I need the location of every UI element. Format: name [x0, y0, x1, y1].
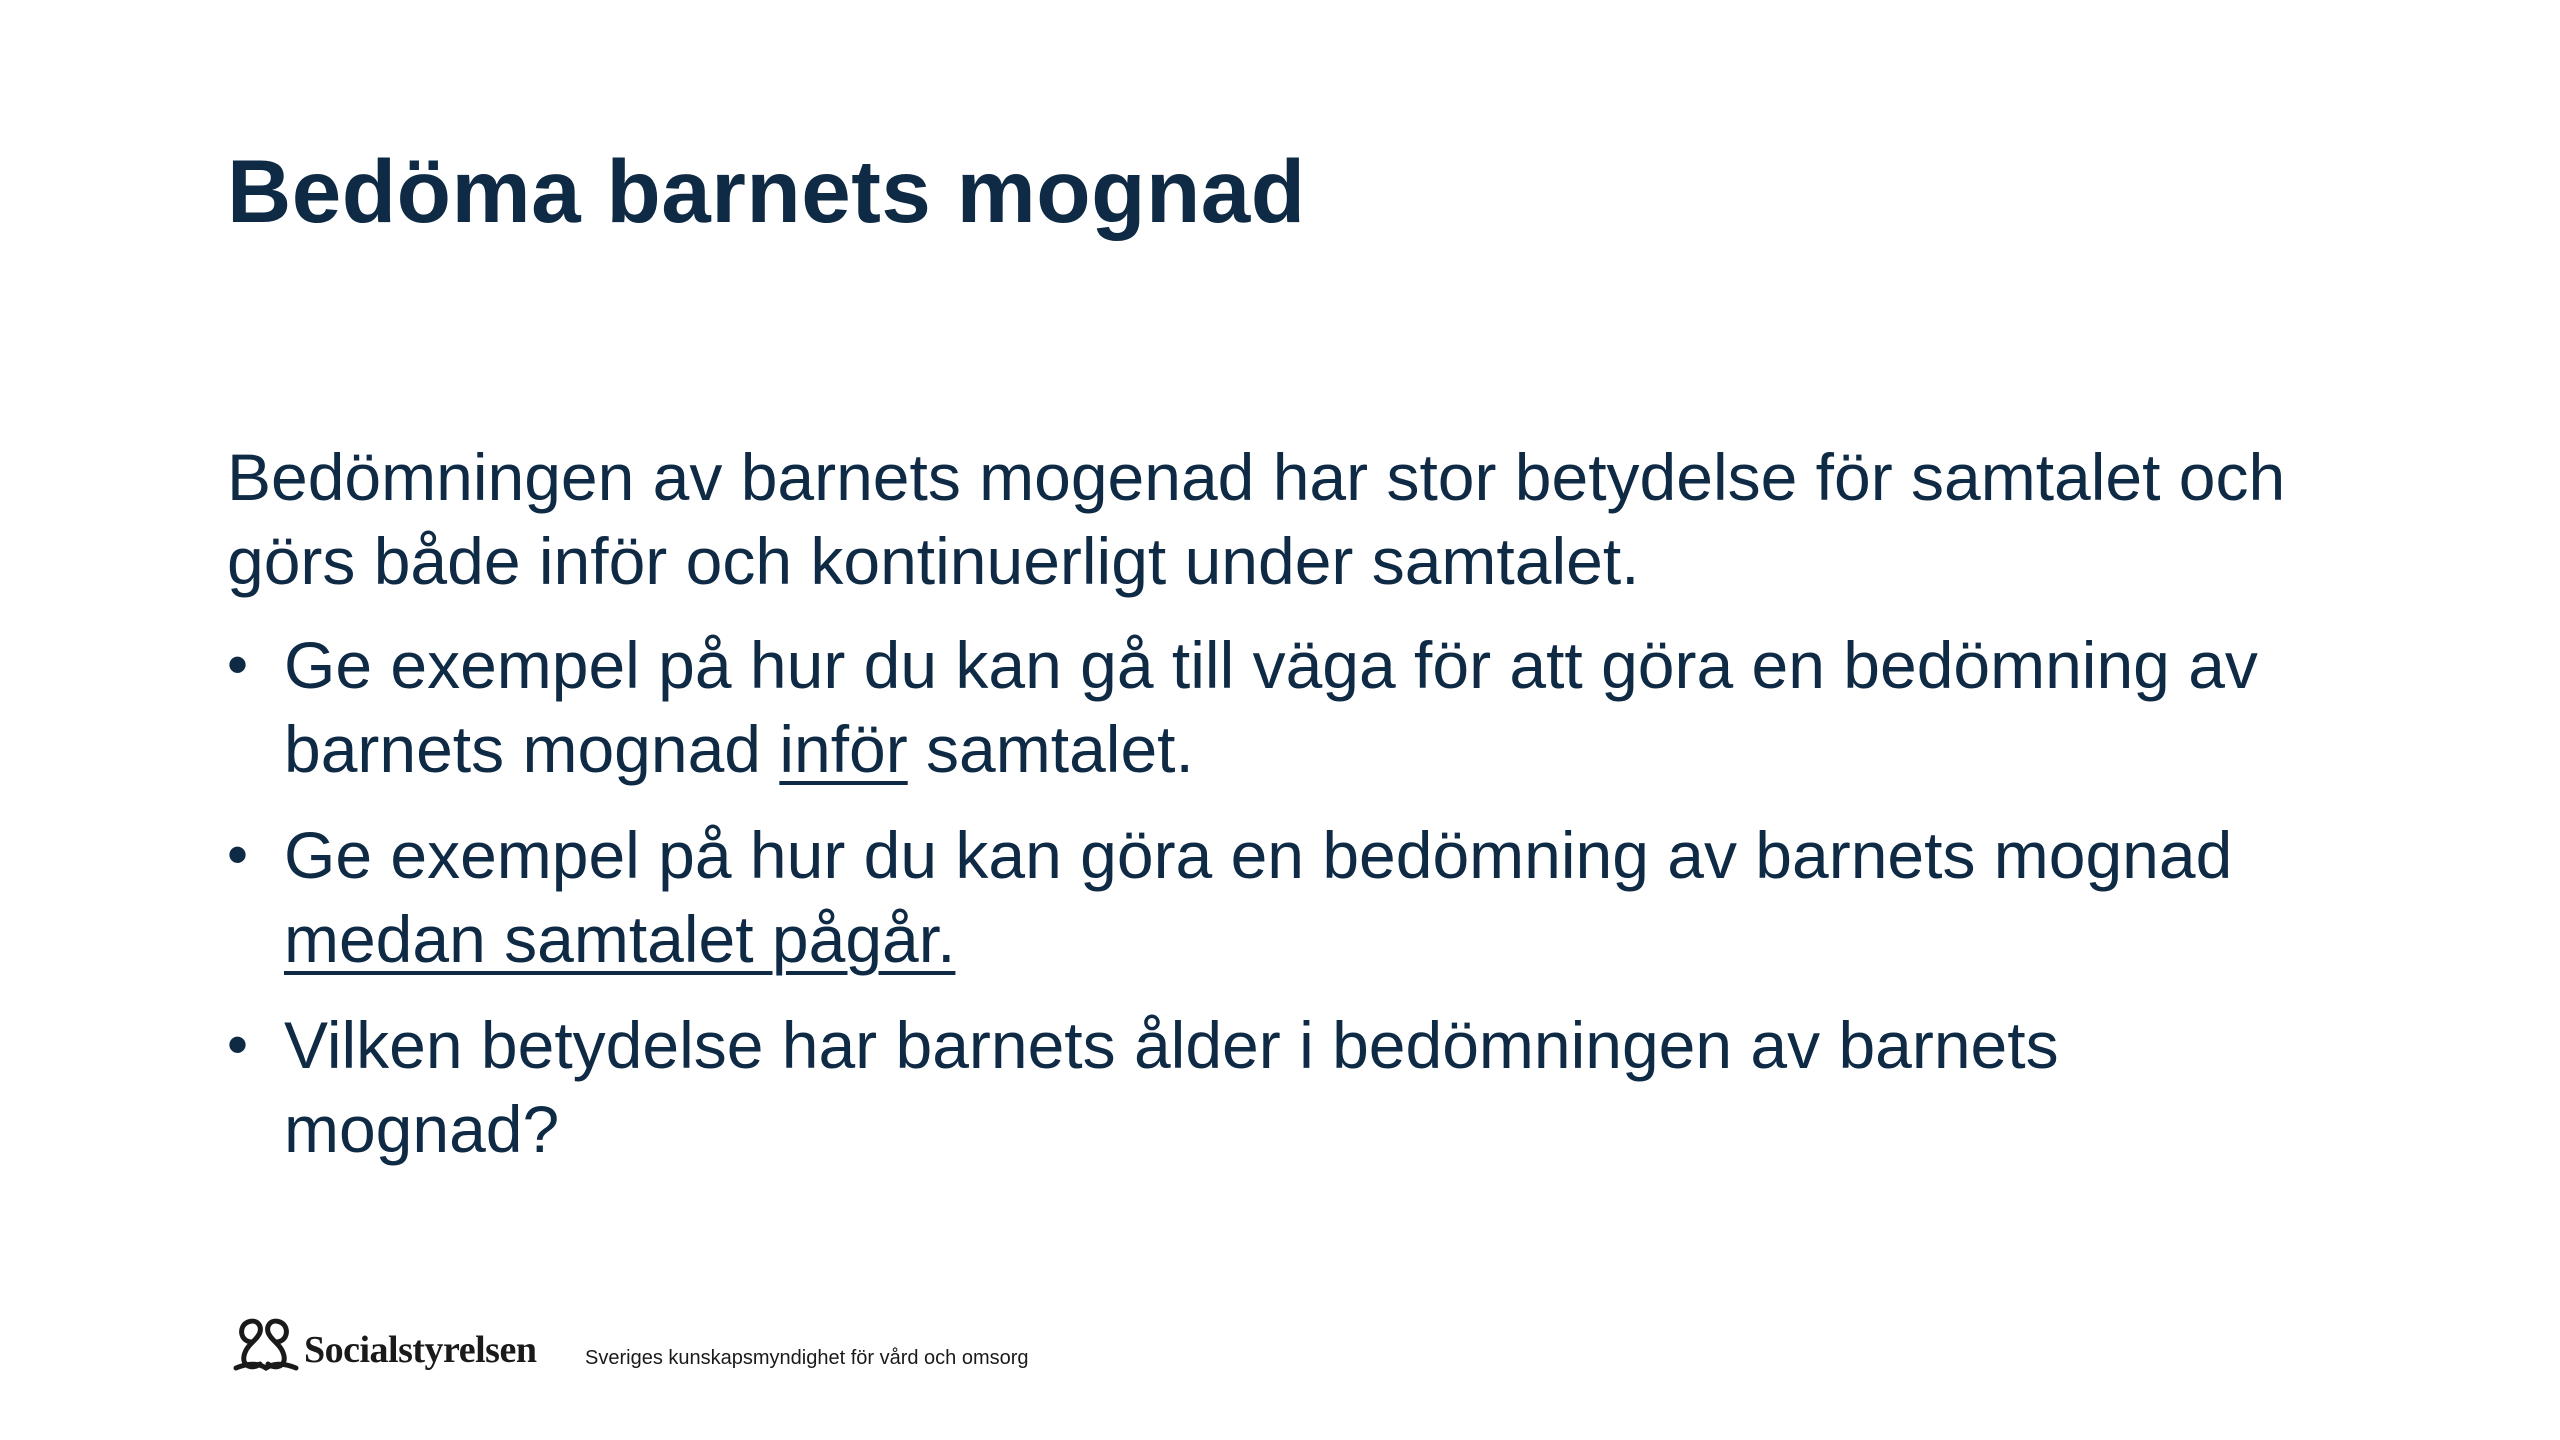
bullet-marker: •	[227, 821, 249, 888]
footer	[230, 1310, 536, 1380]
bullet-item	[227, 623, 2327, 791]
intro-paragraph: Bedömningen av barnets mogenad har stor betydelse för samtalet och görs både inför och kontinuerligt under samtalet.	[227, 440, 2286, 598]
bullet-emphasis: inför	[779, 712, 908, 786]
logo-wordmark: Socialstyrelsen	[304, 1329, 537, 1371]
bullet-text: Ge exempel på hur du kan göra en bedömning av barnets mognad	[284, 818, 2233, 892]
bullet-item	[227, 813, 2327, 981]
socialstyrelsen-logo	[230, 1312, 536, 1379]
bullet-item	[227, 1003, 2327, 1171]
socialstyrelsen-emblem-icon	[230, 1312, 302, 1379]
footer-tagline: Sveriges kunskapsmyndighet för vård och omsorg	[585, 1347, 1029, 1369]
bullet-text: Vilken betydelse har barnets ålder i bedömningen av barnets mognad?	[284, 1008, 2059, 1166]
bullet-text-end: samtalet.	[907, 712, 1194, 786]
slide-title: Bedöma barnets mognad	[227, 141, 1306, 241]
bullet-marker: •	[227, 1011, 249, 1078]
bullet-emphasis: medan samtalet pågår.	[284, 902, 956, 976]
bullet-text: Ge exempel på hur du kan gå till väga för att göra en bedömning av barnets mognad	[284, 628, 2258, 786]
bullet-marker: •	[227, 631, 249, 698]
bullet-list	[227, 623, 2327, 1171]
slide-body	[227, 435, 2327, 1193]
